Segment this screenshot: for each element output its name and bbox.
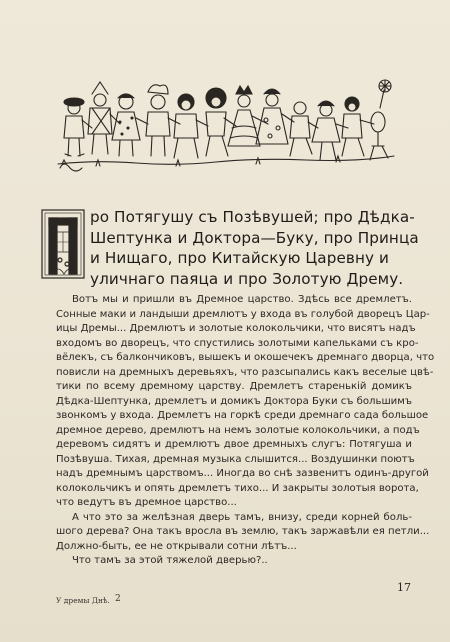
paragraph-line: входомъ во дворецъ, что спустились золотыми капельками съ кро- [56,337,419,349]
paragraph-line: Позѣвуша. Тихая, дремная музыка слышится... Воздушинки поютъ [56,453,415,465]
paragraph-line: Что тамъ за этой тяжелой дверью?.. [72,555,268,566]
paragraph-line: что ведутъ въ дремное царство... [56,497,237,508]
children-procession-illustration [56,68,396,188]
paragraph-line: надъ дремнымъ царствомъ... Иногда во снѣ зазвенитъ одинъ-другой [56,468,429,479]
paragraph-line: дремное дерево, дремлютъ на немъ золотые колокольчики, а подъ [56,424,420,436]
paragraph-line: колокольчикъ и опять дремлетъ тихо... И закрыты золотыя ворота, [56,482,419,494]
paragraph-line: тики по всему дремному царству. Дремлетъ старенькій домикъ [56,381,412,392]
paragraph-line: повисли на дремныхъ деревьяхъ, что разсыпались какъ веселые цвѣ- [56,366,434,378]
body-text [56,293,435,569]
paragraph-line: звонкомъ у входа. Дремлетъ на горкѣ среди дремнаго сада большое [56,410,429,421]
paragraph-line: Вотъ мы и пришли въ Дремное царство. Здѣсь все дремлетъ. [72,294,412,305]
chapter-heading [90,207,419,289]
heading-line: ро Потягушу съ Позѣвушей; про Дѣдка- [90,208,415,226]
heading-line: и Нищаго, про Китайскую Царевну и [90,249,389,268]
paragraph-line: шого дерева? Она такъ вросла въ землю, такъ заржавѣли ея петли... [56,526,430,537]
heading-line: Шептунка и Доктора—Буку, про Принца [90,228,419,247]
paragraph-line: Должно-быть, ее не открывали сотни лѣтъ... [56,540,297,552]
heading-line: уличнаго паяца и про Золотую Дрему. [90,269,404,288]
paragraph-line: вёлекъ, съ балкончиковъ, вышекъ и окошечекъ дремнаго дворца, что [56,352,435,363]
paragraph-line: Сонные маки и ландыши дремлютъ у входа въ голубой дворецъ Цар- [56,308,430,320]
paragraph-line: ицы Дремы... Дремлютъ и золотые колокольчики, что висятъ надъ [56,323,416,334]
printer-signature-number: 2 [115,594,121,604]
printer-signature-title: У дремы Днѣ. [56,596,110,605]
page-number: 17 [397,581,411,594]
paragraph-line: Дѣдка-Шептунка, дремлетъ и домикъ Доктора Буки съ большимъ [56,395,412,407]
paragraph-line: деревомъ сидятъ и дремлютъ двое дремныхъ слугъ: Потягуша и [56,439,412,450]
paragraph-line: А что это за желѣзная дверь тамъ, внизу, среди корней боль- [72,511,412,523]
decorative-dropcap-letter-icon [40,208,86,280]
